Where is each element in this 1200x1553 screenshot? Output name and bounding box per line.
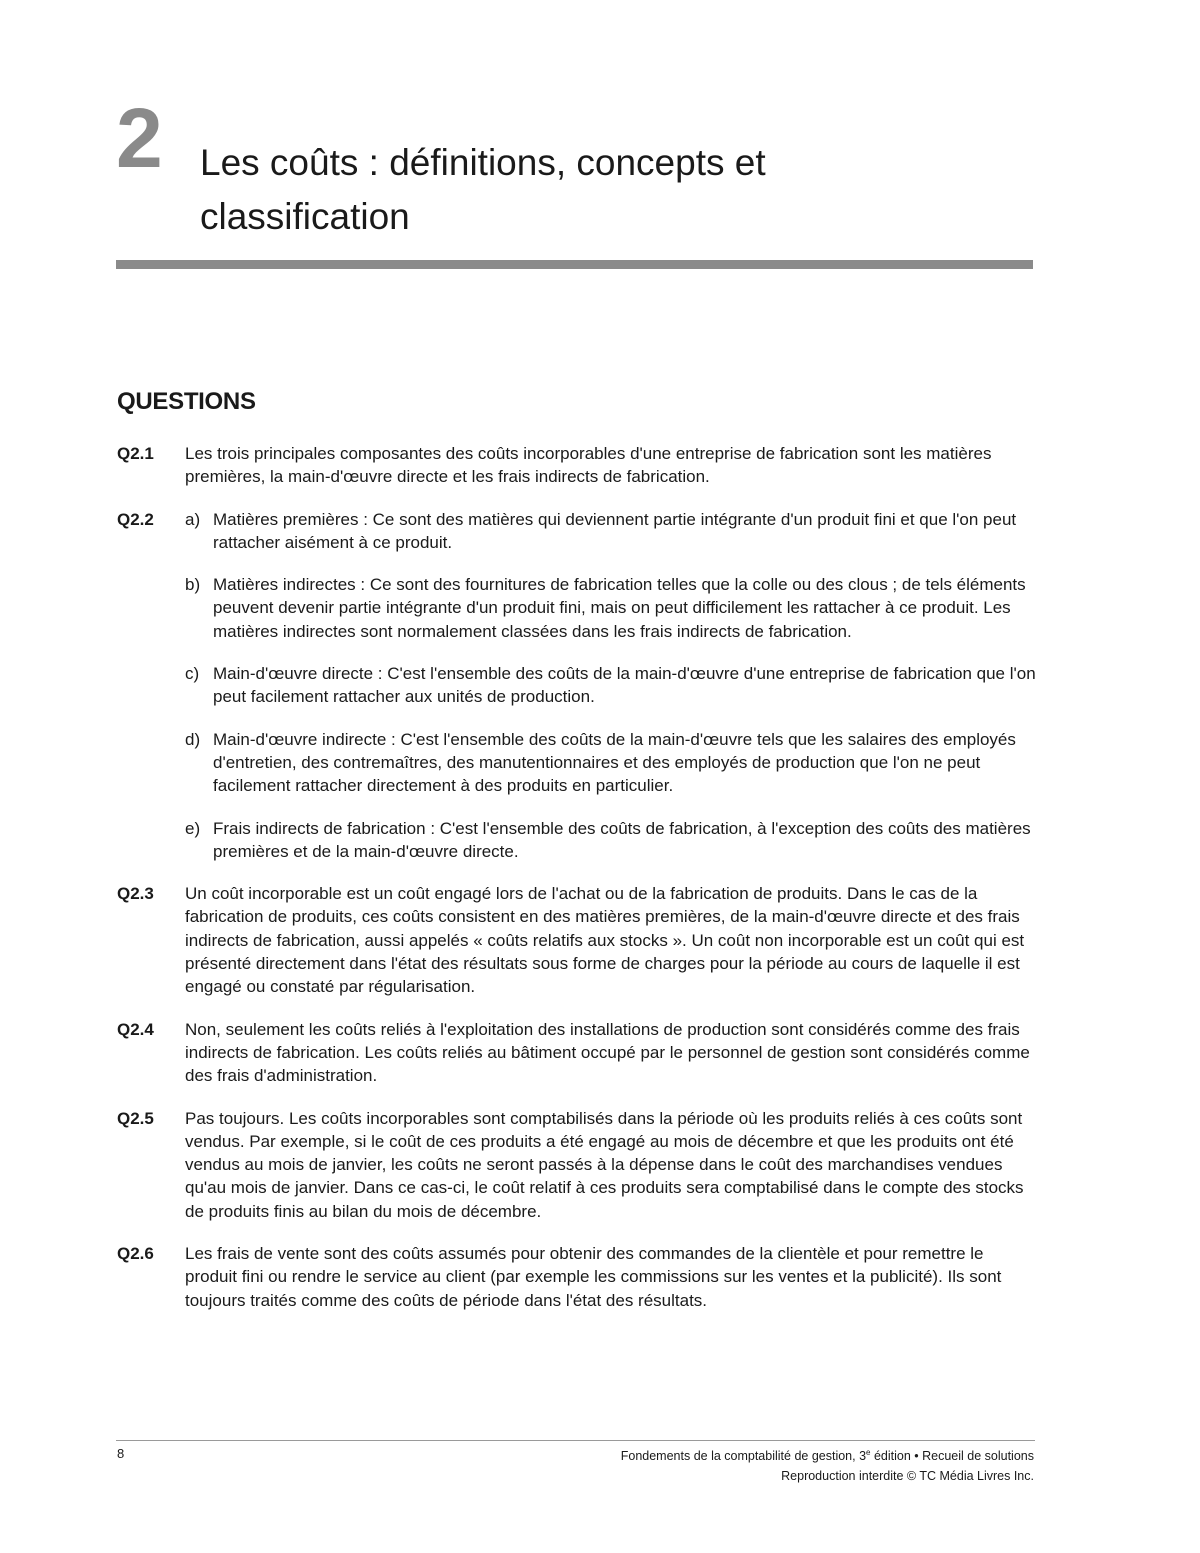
item-text: Frais indirects de fabrication : C'est l'ensemble des coûts de fabrication, à l'exception des coûts des matières premières et de la main-d'œuvre directe. <box>213 818 1031 861</box>
question-label: Q2.5 <box>117 1108 154 1128</box>
answer-item-e <box>185 817 1037 864</box>
question-label: Q2.1 <box>117 444 154 463</box>
question-q2-5 <box>117 1107 1037 1223</box>
answer-item-a <box>185 508 1037 555</box>
edition-superscript: e <box>866 1447 871 1457</box>
question-answer: Les trois principales composantes des coûts incorporables d'une entreprise de fabrication sont les matières premières, la main-d'œuvre directe et les frais indirects de fabrication. <box>185 444 992 487</box>
question-label: Q2.6 <box>117 1244 154 1264</box>
book-title <box>621 1446 1034 1466</box>
chapter-title: Les coûts : définitions, concepts et classification <box>200 142 766 237</box>
item-letter: a) <box>185 509 201 529</box>
question-label: Q2.2 <box>117 509 154 529</box>
page-number: 8 <box>117 1446 125 1461</box>
book-title-prefix: Fondements de la comptabilité de gestion, 3 <box>620 1449 867 1463</box>
item-text: Matières indirectes : Ce sont des fournitures de fabrication telles que la colle ou des clous ; de tels éléments peuvent devenir partie intégrante d'un produit fini, mais on peut difficilement les rattacher à ce produit. Les matières indirectes sont normalement classées dans les frais indirects de fabrication. <box>213 575 1026 641</box>
book-title-suffix: édition • Recueil de solutions <box>870 1449 1034 1463</box>
footer-credits <box>621 1446 1034 1486</box>
question-q2-6 <box>117 1242 1037 1312</box>
item-letter: d) <box>185 729 201 749</box>
item-letter: e) <box>185 818 201 838</box>
item-text: Matières premières : Ce sont des matières qui deviennent partie intégrante d'un produit fini et que l'on peut rattacher aisément à ce produit. <box>213 509 1017 552</box>
question-answer: Les frais de vente sont des coûts assumés pour obtenir des commandes de la clientèle et pour remettre le produit fini ou rendre le service au client (par exemple les commissions sur les ventes et la publicité). Ils sont toujours traités comme des coûts de période dans l'état des résultats. <box>185 1244 1002 1310</box>
answer-item-b <box>185 573 1037 643</box>
item-text: Main-d'œuvre directe : C'est l'ensemble des coûts de la main-d'œuvre d'une entreprise de fabrication que l'on peut facilement rattacher aux unités de production. <box>213 664 1036 707</box>
answer-item-c <box>185 662 1037 709</box>
question-answer: Pas toujours. Les coûts incorporables sont comptabilisés dans la période où les produits reliés à ces coûts sont vendus. Par exemple, si le coût de ces produits a été engagé au mois de décembre et que les produits ont été vendus au mois de janvier, les coûts ne seront passés à la dépense dans le coût des marchandises vendues qu'au mois de janvier. Dans ce cas-ci, le coût relatif à ces produits sera comptabilisé dans le compte des stocks de produits finis au bilan du mois de décembre. <box>185 1108 1024 1221</box>
item-letter: b) <box>185 575 201 595</box>
item-text: Main-d'œuvre indirecte : C'est l'ensemble des coûts de la main-d'œuvre tels que les salaires des employés d'entretien, des contremaîtres, des manutentionnaires et des employés de production que l'on ne peut facilement rattacher directement à des produits en particulier. <box>213 729 1016 796</box>
questions-list <box>117 442 1037 1331</box>
section-heading: QUESTIONS <box>117 388 256 415</box>
answer-item-d <box>185 728 1037 798</box>
question-q2-1 <box>117 442 1037 489</box>
question-label: Q2.3 <box>117 884 154 904</box>
footer-rule <box>116 1440 1035 1441</box>
chapter-title-rule <box>116 260 1033 269</box>
copyright-notice: Reproduction interdite © TC Média Livres Inc. <box>781 1469 1034 1483</box>
question-q2-4 <box>117 1018 1037 1088</box>
chapter-number: 2 <box>116 91 163 185</box>
question-answer: Un coût incorporable est un coût engagé lors de l'achat ou de la fabrication de produits. Dans le cas de la fabrication de produits, ces coûts consistent en des matières premières, de la main-d'œuvre directe et des frais indirects de fabrication, aussi appelés « coûts relatifs aux stocks ». Un coût non incorporable est un coût qui est présenté directement dans l'état des résultats sous forme de charges pour la période au cours de laquelle il est engagé ou constaté par régularisation. <box>185 884 1025 997</box>
question-q2-2 <box>117 508 1037 864</box>
question-answer: Non, seulement les coûts reliés à l'exploitation des installations de production sont considérés comme des frais indirects de fabrication. Les coûts reliés au bâtiment occupé par le personnel de gestion sont considérés comme des frais d'administration. <box>185 1019 1030 1086</box>
question-q2-3 <box>117 882 1037 998</box>
question-label: Q2.4 <box>117 1019 154 1039</box>
item-letter: c) <box>185 664 200 684</box>
